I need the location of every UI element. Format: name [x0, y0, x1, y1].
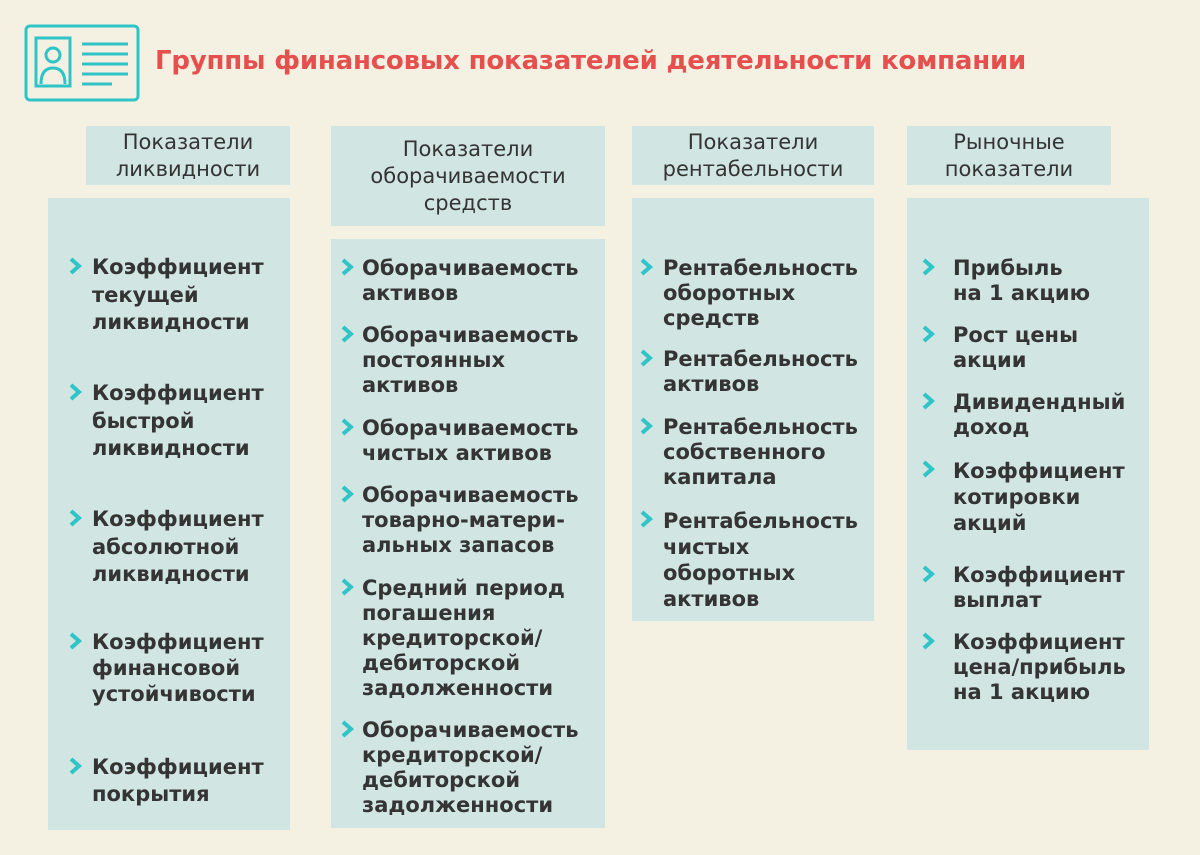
list-item: Коэффициент текущей ликвидности	[92, 255, 264, 334]
list-item: Коэффициент цена/прибыль на 1 акцию	[953, 630, 1126, 704]
list-item: Оборачиваемость кредиторской/ дебиторской задолженности	[362, 718, 579, 817]
list-item: Прибыль на 1 акцию	[953, 256, 1091, 305]
chevron-right-icon	[68, 757, 82, 775]
list-item: Коэффициент котировки акций	[953, 459, 1125, 535]
list-item: Рентабельность активов	[663, 347, 858, 396]
list-item: Коэффициент финансовой устойчивости	[92, 630, 264, 706]
column-header-label: Показатели оборачиваемости средств	[370, 136, 566, 215]
column-header-turnover	[331, 126, 605, 226]
chevron-right-icon	[340, 485, 354, 503]
chevron-right-icon	[921, 392, 935, 410]
list-item: Оборачиваемость активов	[362, 256, 579, 305]
id-card-icon	[24, 24, 140, 102]
list-item: Оборачиваемость постоянных активов	[362, 323, 579, 397]
chevron-right-icon	[68, 632, 82, 650]
chevron-right-icon	[921, 632, 935, 650]
list-item: Рентабельность собственного капитала	[663, 415, 858, 489]
chevron-right-icon	[639, 349, 653, 367]
list-item: Оборачиваемость товарно-матери- альных запасов	[362, 483, 579, 557]
page-title: Группы финансовых показателей деятельности компании	[155, 46, 1027, 76]
list-item: Коэффициент покрытия	[92, 755, 264, 806]
list-item: Рост цены акции	[953, 323, 1079, 372]
chevron-right-icon	[68, 509, 82, 527]
list-item: Коэффициент абсолютной ликвидности	[92, 507, 264, 586]
list-item: Рентабельность оборотных средств	[663, 256, 858, 330]
chevron-right-icon	[340, 325, 354, 343]
chevron-right-icon	[68, 383, 82, 401]
column-header-liquidity	[86, 126, 290, 185]
column-header-profitability	[632, 126, 874, 185]
chevron-right-icon	[921, 258, 935, 276]
chevron-right-icon	[639, 258, 653, 276]
column-header-label: Рыночные показатели	[944, 129, 1074, 181]
list-item: Оборачиваемость чистых активов	[362, 416, 579, 465]
chevron-right-icon	[921, 565, 935, 583]
list-item: Средний период погашения кредиторской/ дебиторской задолженности	[362, 576, 565, 700]
chevron-right-icon	[639, 417, 653, 435]
chevron-right-icon	[340, 258, 354, 276]
chevron-right-icon	[340, 418, 354, 436]
chevron-right-icon	[639, 510, 653, 528]
list-item: Дивидендный доход	[953, 390, 1126, 439]
list-item: Рентабельность чистых оборотных активов	[663, 509, 858, 611]
chevron-right-icon	[340, 720, 354, 738]
chevron-right-icon	[921, 460, 935, 478]
chevron-right-icon	[340, 578, 354, 596]
chevron-right-icon	[68, 257, 82, 275]
chevron-right-icon	[921, 325, 935, 343]
column-header-label: Показатели рентабельности	[662, 129, 844, 181]
list-item: Коэффициент выплат	[953, 563, 1125, 612]
column-header-market	[907, 126, 1111, 185]
list-item: Коэффициент быстрой ликвидности	[92, 381, 264, 460]
column-header-label: Показатели ликвидности	[115, 129, 261, 181]
